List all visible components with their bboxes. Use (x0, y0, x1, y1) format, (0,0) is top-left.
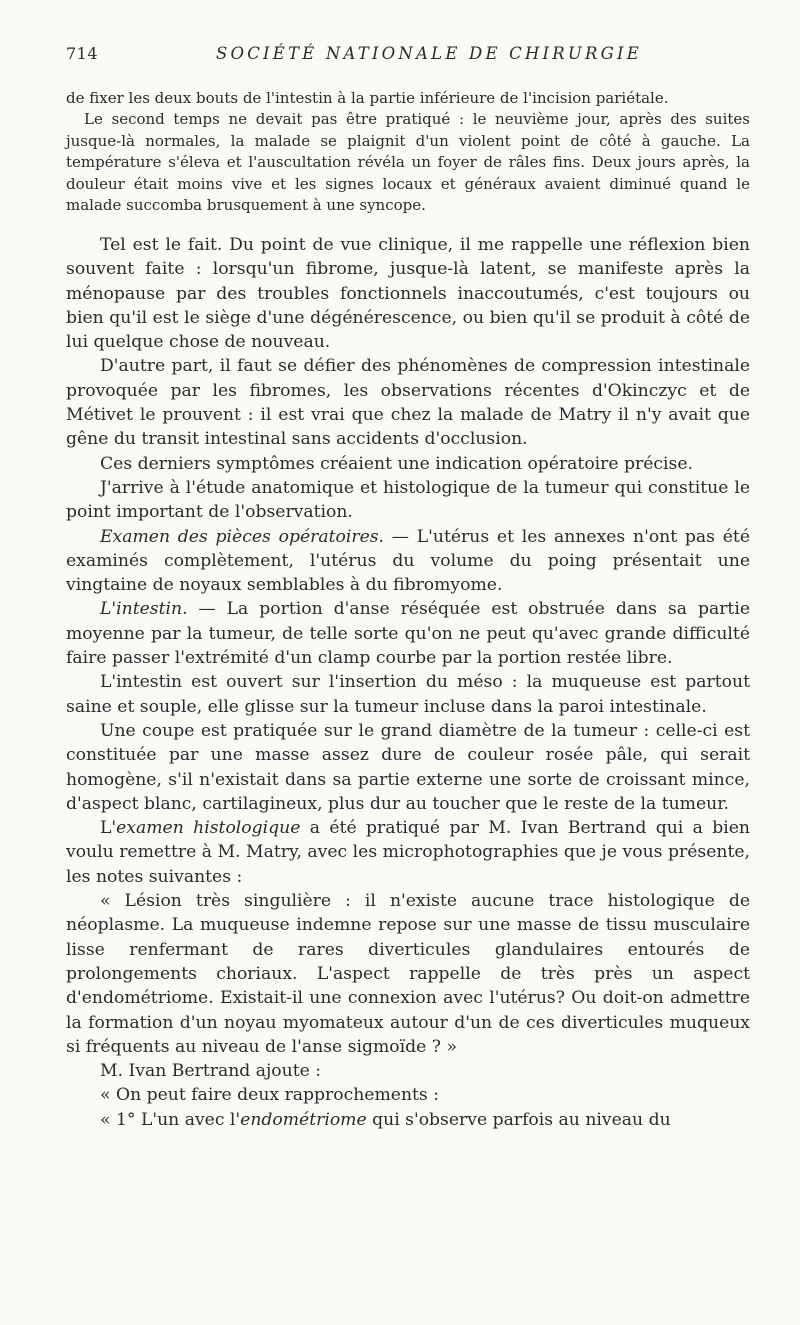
observation-small-text (66, 88, 750, 216)
paragraph (66, 816, 750, 889)
italic-term: examen histologique (116, 818, 301, 839)
page-header (66, 44, 750, 66)
paragraph-text: — La portion d'anse réséquée est obstruée dans sa partie moyenne par la tumeur, de telle sorte qu'on ne peut qu'avec grande difficulté faire passer l'extrémité d'un clamp courbe par la portion restée libre. (66, 599, 750, 669)
paragraph: Une coupe est pratiquée sur le grand diamètre de la tumeur : celle-ci est constituée par une masse assez dure de couleur rosée pâle, qui serait homogène, s'il n'existait dans sa partie externe une sorte de croissant mince, d'aspect blanc, cartilagineux, plus dur au toucher que le reste de la tumeur. (66, 720, 750, 814)
paragraph: Tel est le fait. Du point de vue clinique, il me rappelle une réflexion bien souvent faite : lorsqu'un fibrome, jusque-là latent, se manifeste après la ménopause par des troubles fonctionnels inaccoutumés, c'est toujours ou bien qu'il est le siège d'une dégénérescence, ou bien qu'il se produit à côté de lui quelque chose de nouveau. (66, 235, 750, 353)
paragraph-text: « 1° L'un avec l' (100, 1109, 241, 1130)
italic-heading: L'intestin. (100, 599, 188, 620)
quote-paragraph: « Lésion très singulière : il n'existe aucune trace histologique de néoplasme. La muqueuse indemne repose sur une masse de tissu musculaire lisse renfermant de rares diverticules glandulaires entourés de prolongements choriaux. L'aspect rappelle de très près un aspect d'endométriome. Existait-il une connexion avec l'utérus? Ou doit-on admettre la formation d'un noyau myomateux autour d'un de ces diverticules muqueux si fréquents au niveau de l'anse sigmoïde ? » (66, 891, 750, 1057)
paragraph: J'arrive à l'étude anatomique et histologique de la tumeur qui constitue le point important de l'observation. (66, 477, 750, 523)
paragraph (66, 525, 750, 598)
page-number: 714 (66, 44, 99, 63)
paragraph (66, 597, 750, 670)
quote-paragraph (66, 1108, 750, 1132)
paragraph-text: qui s'observe parfois au niveau du (366, 1109, 671, 1130)
italic-heading: Examen des pièces opératoires. (100, 526, 385, 547)
running-head: SOCIÉTÉ NATIONALE DE CHIRURGIE (216, 44, 642, 63)
paragraph-text: L' (100, 818, 117, 839)
paragraph: D'autre part, il faut se défier des phénomènes de compression intestinale provoquée par les fibromes, les observations récentes d'Okinczyc et de Métivet le prouvent : il est vrai que chez la malade de Matry il n'y avait que gêne du transit intestinal sans accidents d'occlusion. (66, 356, 750, 450)
small-paragraph: de fixer les deux bouts de l'intestin à la partie inférieure de l'incision pariétale. (66, 89, 669, 107)
main-text (66, 233, 750, 1132)
paragraph: Ces derniers symptômes créaient une indication opératoire précise. (100, 453, 693, 474)
italic-term: endométriome (240, 1109, 367, 1130)
small-paragraph: Le second temps ne devait pas être pratiqué : le neuvième jour, après des suites jusque-là normales, la malade se plaignit d'un violent point de côté à gauche. La température s'éleva et l'auscultation révéla un foyer de râles fins. Deux jours après, la douleur était moins vive et les signes locaux et généraux avaient diminué quand le malade succomba brusquement à une syncope. (66, 110, 750, 215)
paragraph: M. Ivan Bertrand ajoute : (100, 1061, 322, 1082)
paragraph-text: a été pratiqué par M. Ivan Bertrand qui a bien voulu remettre à M. Matry, avec les microphotographies que je vous présente, les notes suivantes : (66, 818, 750, 887)
quote-paragraph: « On peut faire deux rapprochements : (100, 1085, 439, 1106)
paragraph: L'intestin est ouvert sur l'insertion du méso : la muqueuse est partout saine et souple, elle glisse sur la tumeur incluse dans la paroi intestinale. (66, 672, 750, 717)
paragraph-text: — L'utérus et les annexes n'ont pas été examinés complètement, l'utérus du volume du poing présentait une vingtaine de noyaux semblables à du fibromyome. (66, 526, 750, 596)
